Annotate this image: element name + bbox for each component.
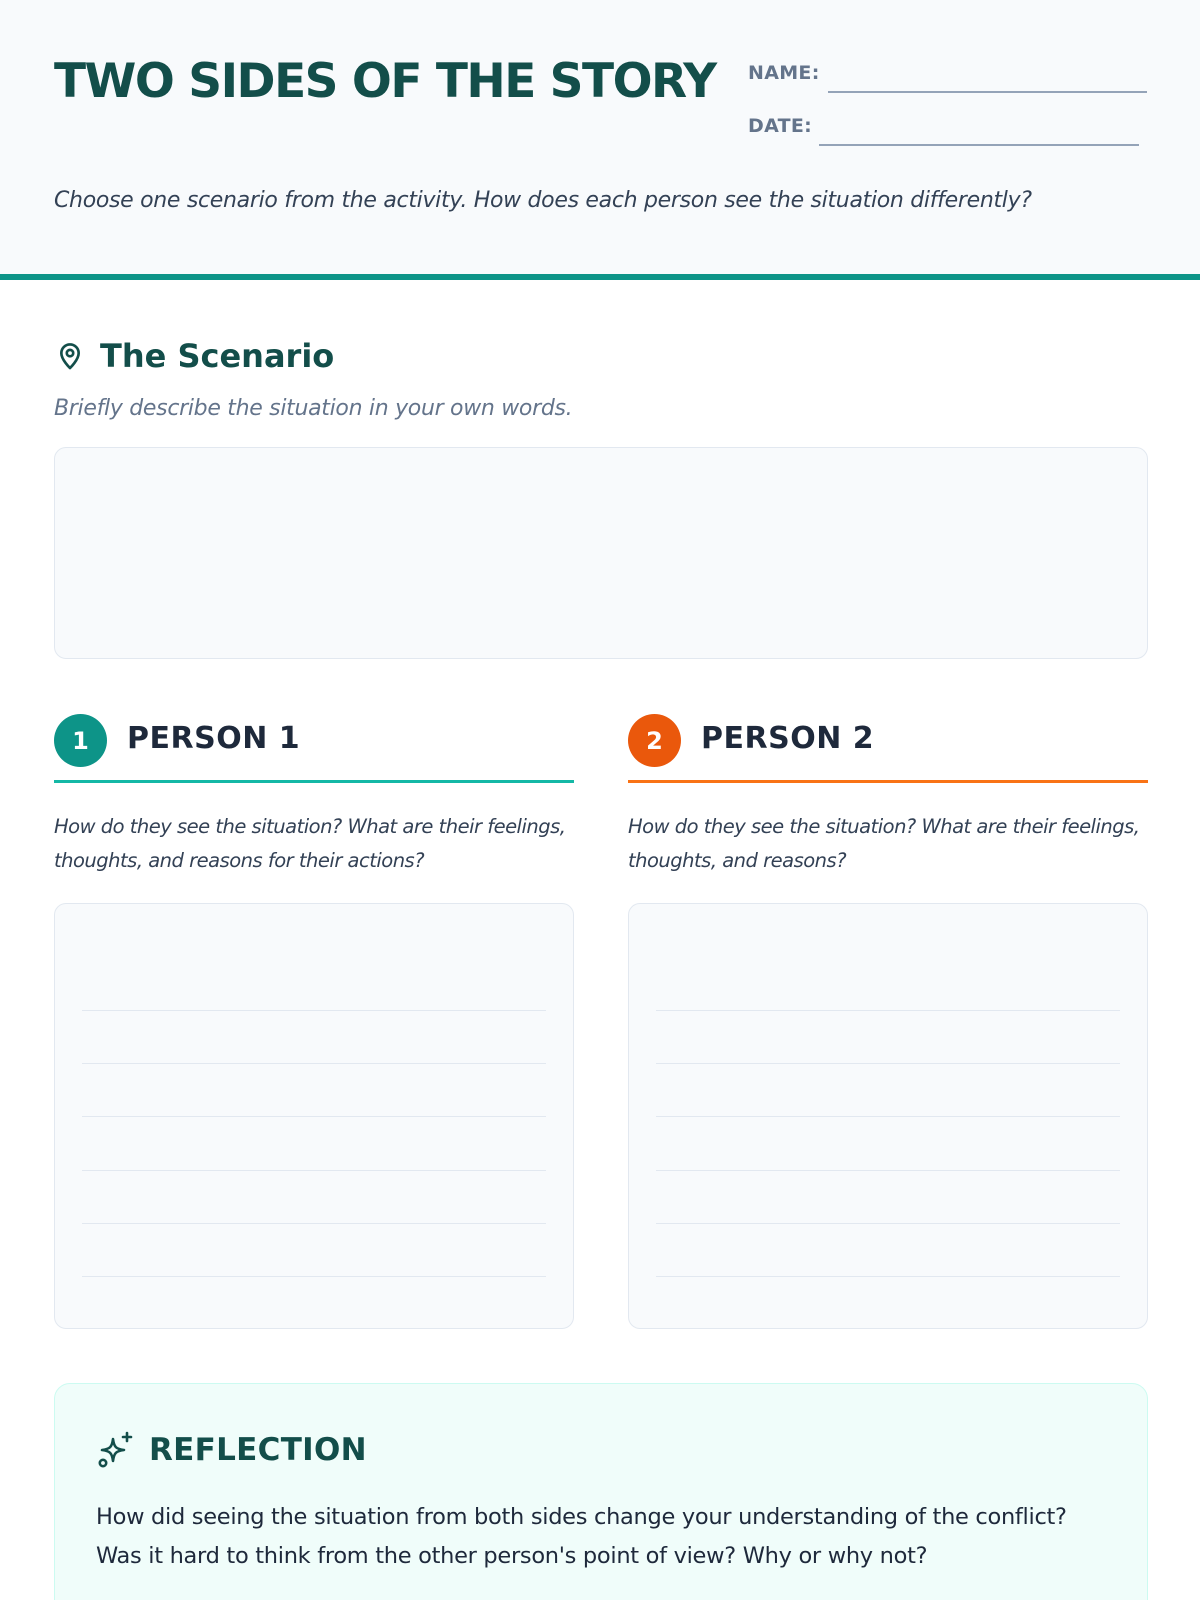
person-1-heading (54, 712, 574, 798)
sparkles-icon (96, 1430, 136, 1470)
date-label: DATE: (748, 115, 813, 137)
person-1-writing-box[interactable] (54, 903, 574, 1329)
person-1-prompt: How do they see the situation? What are their feelings, thoughts, and reasons for their actions? (54, 815, 566, 872)
writing-line (656, 1010, 1120, 1011)
instructions-text: Choose one scenario from the activity. How does each person see the situation differently? (54, 188, 1032, 213)
writing-line (656, 1276, 1120, 1277)
worksheet-header (0, 0, 1200, 280)
person-2-writing-box[interactable] (628, 903, 1148, 1329)
writing-line (82, 1276, 546, 1277)
reflection-question: How did seeing the situation from both sides change your understanding of the conflict? Was it hard to think from the other person's point of view? Why or why not? (96, 1504, 1067, 1569)
scenario-answer-box[interactable] (54, 447, 1148, 659)
writing-line (656, 1223, 1120, 1224)
person-1-number-badge: 1 (54, 714, 107, 767)
writing-line (82, 1223, 546, 1224)
writing-line (82, 1116, 546, 1117)
name-field[interactable] (828, 91, 1147, 93)
person-1-label: PERSON 1 (127, 721, 301, 756)
map-pin-icon (54, 340, 86, 372)
person-1-divider (54, 780, 574, 783)
worksheet-title: TWO SIDES OF THE STORY (54, 54, 716, 109)
writing-line (82, 1010, 546, 1011)
person-2-heading (628, 712, 1148, 798)
person-2-prompt: How do they see the situation? What are their feelings, thoughts, and reasons? (628, 815, 1140, 872)
writing-line (656, 1170, 1120, 1171)
reflection-card (54, 1383, 1148, 1600)
person-2-number-badge: 2 (628, 714, 681, 767)
reflection-heading (96, 1430, 367, 1470)
writing-line (656, 1063, 1120, 1064)
person-2-divider (628, 780, 1148, 783)
writing-line (82, 1170, 546, 1171)
writing-line (656, 1116, 1120, 1117)
reflection-title: REFLECTION (149, 1432, 367, 1468)
scenario-heading (54, 337, 334, 375)
name-label: NAME: (748, 62, 820, 84)
writing-line (82, 1063, 546, 1064)
date-field[interactable] (819, 144, 1139, 146)
person-2-label: PERSON 2 (701, 721, 875, 756)
scenario-title: The Scenario (100, 337, 335, 375)
scenario-subtitle: Briefly describe the situation in your own words. (54, 396, 573, 421)
